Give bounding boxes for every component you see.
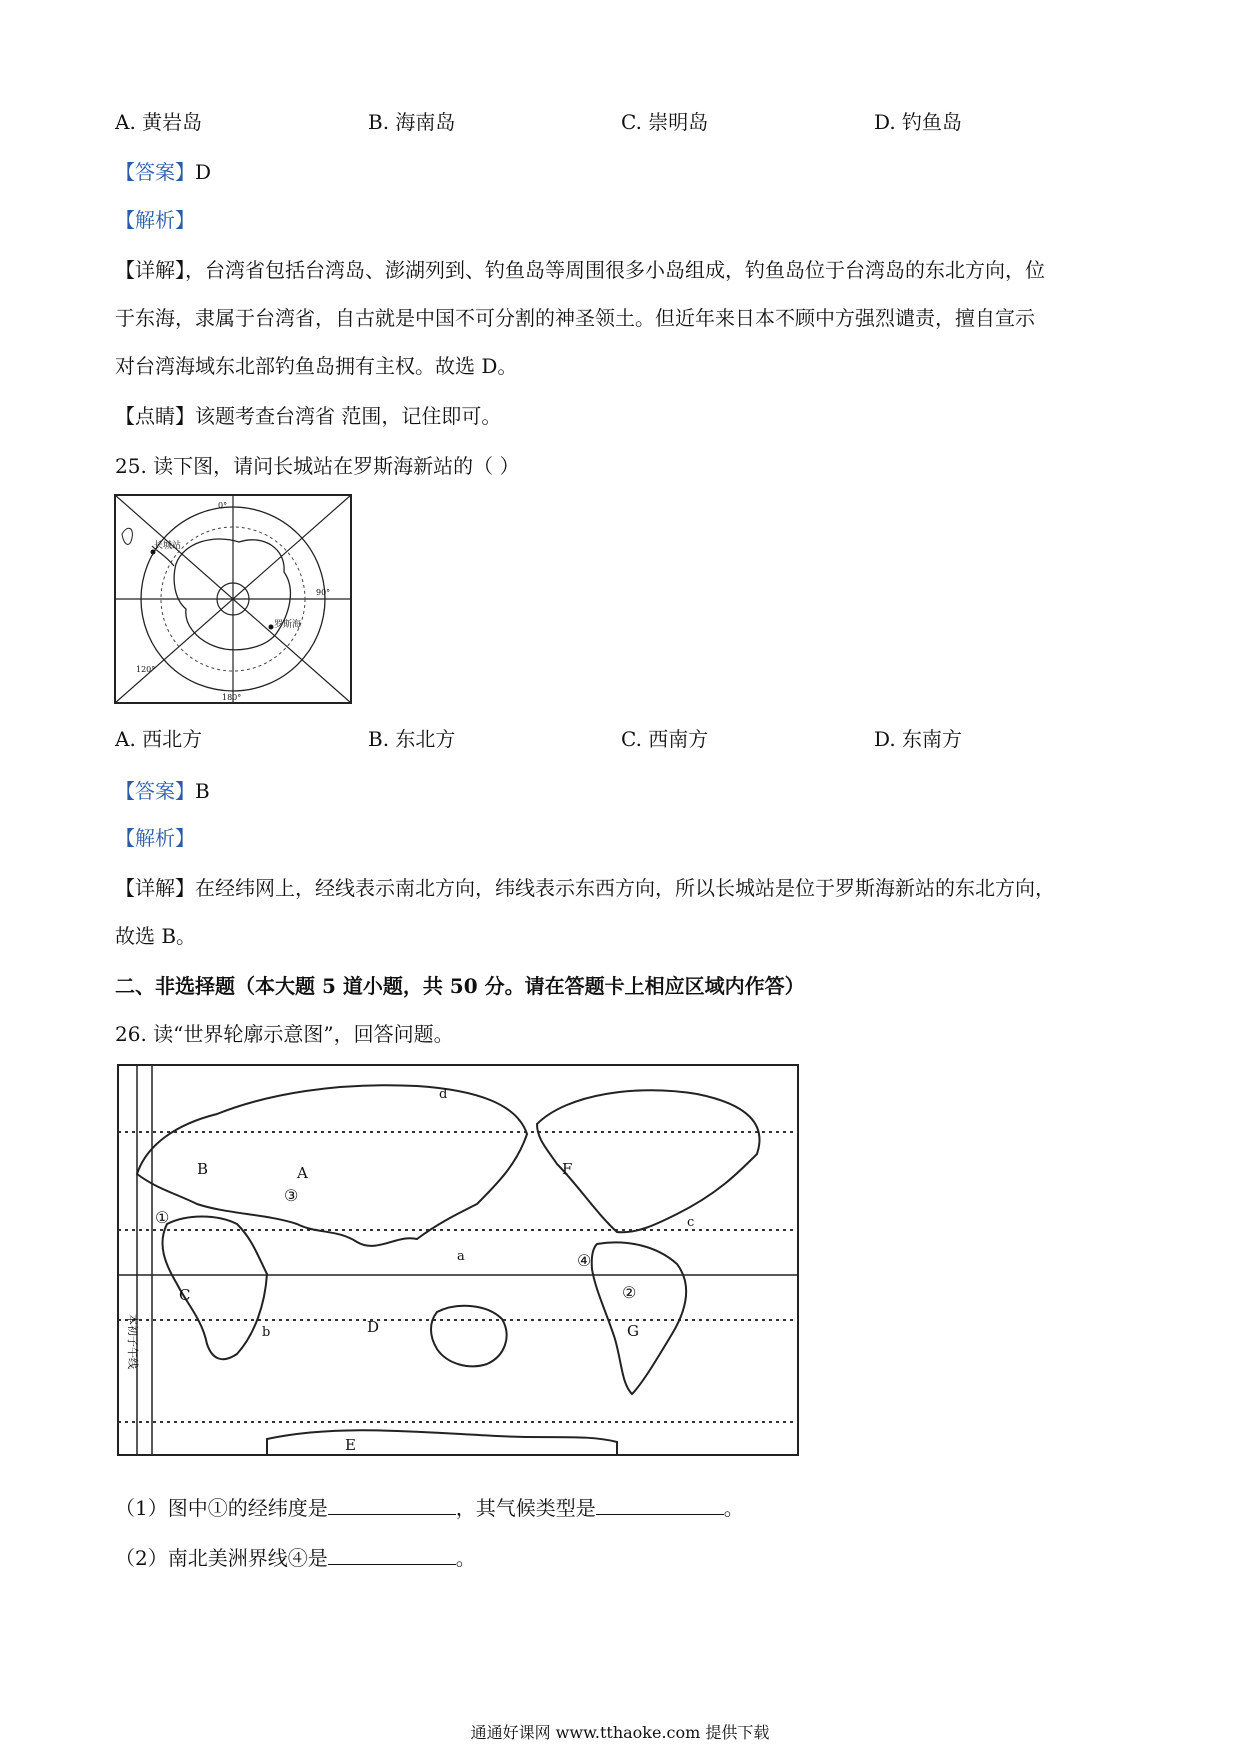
- antarctica-map: [114, 494, 352, 704]
- note-line: [115, 400, 501, 429]
- blank-boundary[interactable]: [328, 1546, 456, 1565]
- marker-2: ②: [622, 1283, 637, 1302]
- analysis-tag: 【解析】: [115, 208, 195, 232]
- q25-answer-line: [115, 775, 210, 804]
- label-90: 90°: [316, 588, 331, 597]
- section-heading: 二、非选择题（本大题 5 道小题，共 50 分。请在答题卡上相应区域内作答）: [115, 974, 805, 998]
- label-C: C: [179, 1286, 191, 1304]
- marker-3: ③: [284, 1186, 299, 1205]
- answer-tag: 【答案】: [115, 160, 195, 184]
- label-great-wall: 长城站: [154, 541, 182, 551]
- option-d: D. 钓鱼岛: [874, 110, 963, 134]
- q25-detail-line-1: [115, 872, 1055, 901]
- option-c: C. 崇明岛: [621, 110, 709, 134]
- q25-option-a: A. 西北方: [115, 727, 203, 751]
- note-text: 该题考查台湾省 范围，记住即可。: [195, 404, 502, 428]
- label-180: 180°: [222, 693, 242, 702]
- label-F: F: [562, 1160, 573, 1178]
- q25-answer-tag: 【答案】: [115, 779, 195, 803]
- sub2-text-b: 。: [455, 1546, 476, 1570]
- answer-line: [115, 156, 211, 185]
- option-b: B. 海南岛: [368, 110, 456, 134]
- q26-stem: 26. 读“世界轮廓示意图”，回答问题。: [115, 1022, 454, 1046]
- blank-climate[interactable]: [596, 1496, 724, 1515]
- q25-stem: 25. 读下图，请问长城站在罗斯海新站的（ ）: [115, 454, 520, 478]
- sub2-text-a: （2）南北美洲界线④是: [115, 1546, 328, 1570]
- detail-line-3: 对台湾海域东北部钓鱼岛拥有主权。故选 D。: [115, 354, 518, 378]
- label-G: G: [627, 1322, 639, 1340]
- detail-line-1: [115, 254, 1045, 283]
- q25-answer-value: B: [195, 779, 210, 803]
- label-a: a: [457, 1249, 465, 1264]
- label-B: B: [197, 1160, 209, 1178]
- option-a: A. 黄岩岛: [115, 110, 203, 134]
- page-footer: 通通好课网 www.tthaoke.com 提供下载: [470, 1723, 770, 1742]
- marker-1: ①: [155, 1208, 170, 1227]
- label-0: 0°: [218, 501, 228, 510]
- answer-value: D: [195, 160, 212, 184]
- sub1-text-c: 。: [723, 1496, 744, 1520]
- q25-detail-tag: 【详解】: [115, 876, 195, 900]
- blank-latlon[interactable]: [328, 1496, 456, 1515]
- label-120: 120°: [136, 665, 156, 674]
- q26-sub2: [115, 1542, 476, 1571]
- detail-tag: 【详解】: [115, 258, 185, 282]
- label-prime-meridian: 本初子午线: [126, 1314, 139, 1369]
- world-map: [117, 1064, 799, 1456]
- label-d: d: [439, 1087, 448, 1102]
- detail-line-2: 于东海，隶属于台湾省，自古就是中国不可分割的神圣领土。但近年来日本不顾中方强烈谴责，擅自宣示: [115, 306, 1035, 330]
- detail-text: ，台湾省包括台湾岛、澎湖列到、钓鱼岛等周围很多小岛组成，钓鱼岛位于台湾岛的东北方向，位: [185, 258, 1045, 282]
- marker-4: ④: [577, 1251, 592, 1270]
- q25-analysis-tag: 【解析】: [115, 826, 195, 850]
- q25-option-c: C. 西南方: [621, 727, 709, 751]
- q26-sub1: [115, 1492, 744, 1521]
- q25-option-b: B. 东北方: [368, 727, 456, 751]
- q25-detail-text: 在经纬网上，经线表示南北方向，纬线表示东西方向，所以长城站是位于罗斯海新站的东北方向，: [195, 876, 1055, 900]
- q25-option-d: D. 东南方: [874, 727, 963, 751]
- label-D: D: [367, 1318, 380, 1336]
- label-c: c: [687, 1215, 695, 1230]
- label-A: A: [297, 1164, 308, 1182]
- note-tag: 【点睛】: [115, 404, 195, 428]
- label-b: b: [262, 1325, 271, 1340]
- sub1-text-b: ，其气候类型是: [455, 1496, 596, 1520]
- q25-detail-line-2: 故选 B。: [115, 924, 197, 948]
- label-E: E: [345, 1436, 356, 1454]
- label-ross-sea: 罗斯海: [274, 620, 302, 630]
- sub1-text-a: （1）图中①的经纬度是: [115, 1496, 328, 1520]
